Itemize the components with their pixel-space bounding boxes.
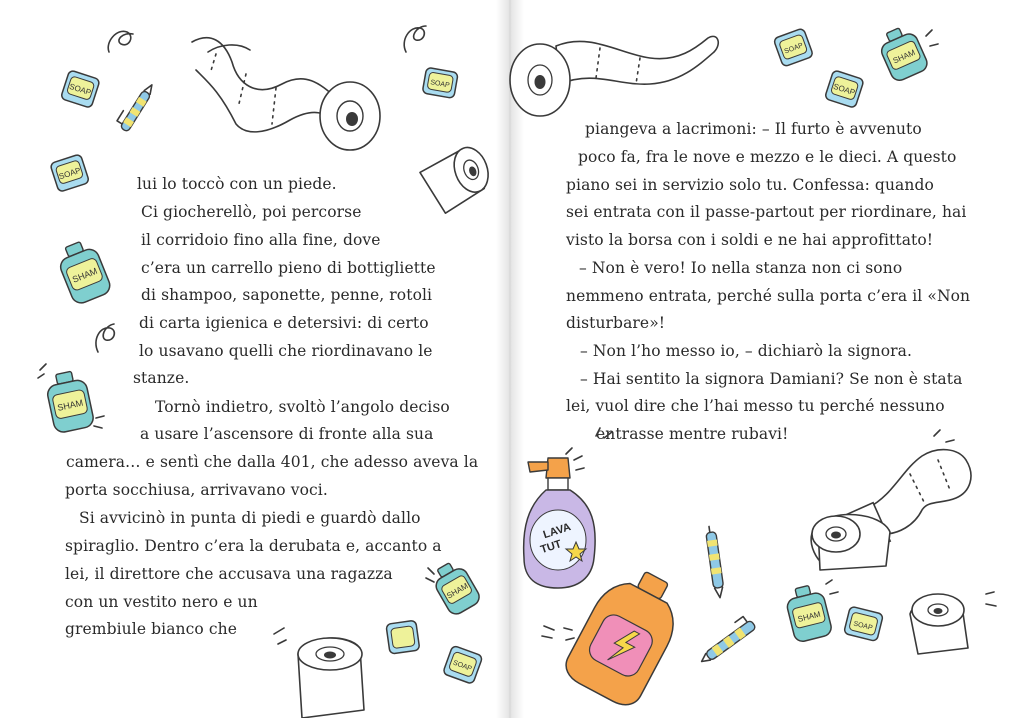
text-line: lo usavano quelli che riordinavano le [139,342,433,360]
text-line: grembiule bianco che [65,620,238,638]
soap-bar-icon [46,150,94,198]
toilet-paper-roll-icon [410,136,500,226]
text-line: piangeva a lacrimoni: – Il furto è avvenuto [585,120,922,138]
pen-icon [700,522,730,604]
text-line: disturbare»! [566,314,666,332]
text-line: – Hai sentito la signora Damiani? Se non è stata [580,370,963,388]
text-line: c’era un carrello pieno di bottigliette [141,259,436,277]
text-line: sei entrata con il passe-partout per riordinare, hai [566,203,967,221]
soap-bar-icon [820,66,868,114]
cleaner-label-2: TUT [539,538,564,557]
text-line: poco fa, fra le nove e mezzo e le dieci. A questo [578,148,957,166]
swirl-icon [88,318,122,358]
text-line: stanze. [133,369,190,387]
text-line: camera… e sentì che dalla 401, che adesso aveva la [66,453,479,471]
shampoo-label: SHAM [56,397,84,413]
toilet-paper-roll-icon [268,614,386,718]
pen-icon [694,608,774,668]
toilet-paper-roll-icon [896,582,986,662]
text-line: con un vestito nero e un [65,593,258,611]
text-line: Si avvicinò in punta di piedi e guardò dallo [79,509,421,527]
toilet-paper-roll-icon [180,24,390,154]
soap-label: SOAP [852,620,874,632]
shampoo-label: SHAM [70,265,99,285]
text-line: di shampoo, saponette, penne, rotoli [141,286,433,304]
text-line: lui lo toccò con un piede. [137,175,337,193]
cleaner-label-1: LAVA [541,521,573,542]
swirl-icon [398,18,434,58]
toilet-paper-roll-icon [790,498,900,578]
text-line: – Non è vero! Io nella stanza non ci sono [579,259,903,277]
text-line: porta socchiusa, arrivavano voci. [65,481,328,499]
motion-lines-icon [540,620,570,650]
swirl-icon [103,22,143,62]
text-line: spiraglio. Dentro c’era la derubata e, accanto a [65,537,442,555]
shampoo-label: SHAM [796,609,822,624]
shampoo-bottle-icon [54,238,116,308]
soap-bar-icon [772,26,818,72]
soap-bar-icon [420,66,462,102]
motion-lines-icon [586,426,626,456]
detergent-bottle-icon [560,566,686,706]
soap-bar-icon [840,606,888,646]
shampoo-bottle-icon [36,362,106,442]
text-line: di carta igienica e detersivi: di certo [139,314,429,332]
shampoo-label: SHAM [891,47,917,66]
shampoo-bottle-icon [778,578,842,650]
text-line: – Non l’ho messo io, – dichiarò la signora. [580,342,913,360]
soap-label: SOAP [451,659,473,673]
text-line: lei, il direttore che accusava una ragazza [65,565,393,583]
text-line: Ci giocherellò, poi percorse [141,203,362,221]
text-line: entrasse mentre rubavi! [596,425,789,443]
text-line: Tornò indietro, svoltò l’angolo deciso [155,398,450,416]
motion-lines-icon [982,584,1012,624]
soap-bar-icon [56,66,104,114]
soap-label: SOAP [832,81,857,98]
text-line: a usare l’ascensore di fronte alla sua [140,425,434,443]
soap-label: SOAP [68,81,93,98]
text-line: piano sei in servizio solo tu. Confessa: quando [566,176,934,194]
text-line: il corridoio fino alla fine, dove [141,231,381,249]
shampoo-label: SHAM [445,581,470,601]
soap-label: SOAP [783,42,805,56]
shampoo-bottle-icon [422,558,492,620]
soap-label: SOAP [429,79,451,90]
text-line: lei, vuol dire che l’hai messo tu perché nessuno [566,397,945,415]
toilet-paper-roll-icon [500,18,730,138]
text-line: visto la borsa con i soldi e ne hai approfittato! [566,231,934,249]
soap-bar-icon [440,644,486,690]
soap-bar-icon [384,618,424,658]
soap-label: SOAP [57,165,82,182]
shampoo-bottle-icon [868,24,952,84]
pen-icon [108,78,168,138]
text-line: nemmeno entrata, perché sulla porta c’era il «Non [566,287,971,305]
